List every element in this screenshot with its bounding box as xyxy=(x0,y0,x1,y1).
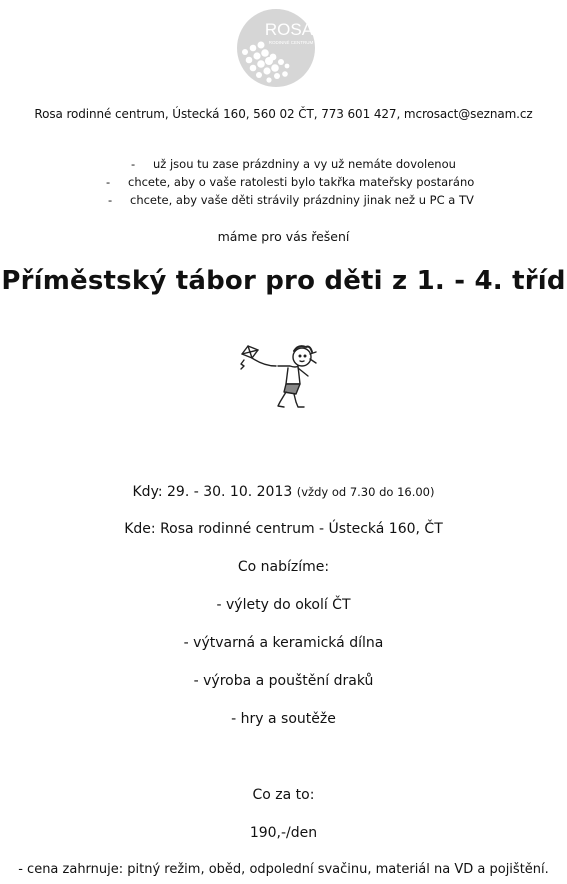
when-label: Kdy: 29. - 30. 10. 2013 xyxy=(132,484,293,500)
offer-item: - výroba a pouštění draků xyxy=(193,673,374,689)
rosa-logo xyxy=(231,8,321,88)
bullet-dash: - xyxy=(106,175,111,189)
price-includes: - cena zahrnuje: pitný režim, oběd, odpolední svačinu, materiál na VD a pojištění. xyxy=(18,862,549,877)
bullet-dash: - xyxy=(108,193,113,207)
bullet-item xyxy=(108,193,474,207)
kid-with-kite-illustration xyxy=(238,332,328,410)
bullet-text: chcete, aby vaše děti strávily prázdniny jinak než u PC a TV xyxy=(130,193,474,207)
bullet-item xyxy=(131,157,456,171)
offer-item: - hry a soutěže xyxy=(231,711,336,727)
solution-line: máme pro vás řešení xyxy=(217,229,350,244)
price-value: 190,-/den xyxy=(249,825,318,841)
price-heading: Co za to: xyxy=(252,787,315,803)
offer-heading: Co nabízíme: xyxy=(237,559,330,575)
bullet-text: chcete, aby o vaše ratolesti bylo takřka mateřsky postaráno xyxy=(128,175,475,189)
bullet-dash: - xyxy=(131,157,136,171)
bullet-text: už jsou tu zase prázdniny a vy už nemáte dovolenou xyxy=(153,157,456,171)
logo-text: ROSA xyxy=(264,20,314,39)
page-title: Příměstský tábor pro děti z 1. - 4. tříd xyxy=(1,266,566,296)
where-line: Kde: Rosa rodinné centrum - Ústecká 160, ČT xyxy=(124,521,443,537)
offer-item: - výtvarná a keramická dílna xyxy=(183,635,384,651)
bullet-item xyxy=(106,175,474,189)
contact-line: Rosa rodinné centrum, Ústecká 160, 560 02 ČT, 773 601 427, mcrosact@seznam.cz xyxy=(34,107,533,121)
offer-item: - výlety do okolí ČT xyxy=(216,597,351,613)
when-line xyxy=(0,484,567,500)
when-note: (vždy od 7.30 do 16.00) xyxy=(296,485,435,499)
logo-subtext: RODINNÉ CENTRUM xyxy=(268,40,314,45)
